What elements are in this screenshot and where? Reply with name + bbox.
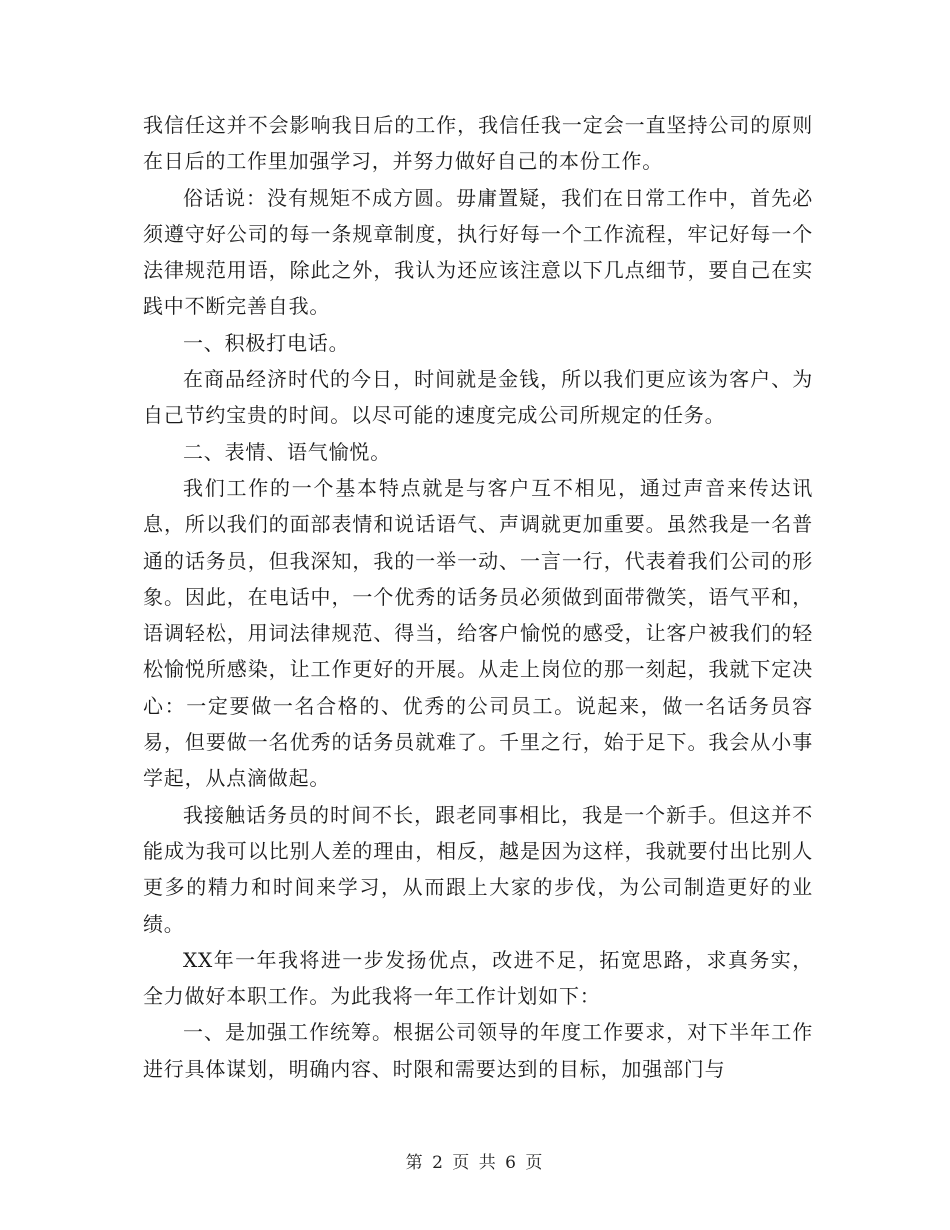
paragraph-time-is-money: 在商品经济时代的今日，时间就是金钱，所以我们更应该为客户、为自己节约宝贵的时间。以尽可能的速度完成公司所规定的任务。 [143,367,813,428]
heading-phone-calls: 一、积极打电话。 [183,330,350,355]
heading-expression-tone: 二、表情、语气愉悦。 [183,439,391,464]
paragraph-year-plan-intro: XX年一年我将进一步发扬优点，改进不足，拓宽思路，求真务实，全力做好本职工作。为此我将一年工作计划如下： [143,947,813,1009]
paragraph-rules: 俗话说：没有规矩不成方圆。毋庸置疑，我们在日常工作中，首先必须遵守好公司的每一条规章制度，执行好每一个工作流程，牢记好每一个法律规范用语，除此之外，我认为还应该注意以下几点细节，要自己在实践中不断完善自我。 [143,185,813,319]
paragraph-plan-item-1: 一、是加强工作统筹。根据公司领导的年度工作要求，对下半年工作进行具体谋划，明确内容、时限和需要达到的目标，加强部门与 [143,1020,813,1081]
page-number-footer: 第 2 页 共 6 页 [405,1153,545,1173]
paragraph-continuation: 我信任这并不会影响我日后的工作，我信任我一定会一直坚持公司的原则在日后的工作里加强学习，并努力做好自己的本份工作。 [143,113,813,174]
paragraph-new-operator: 我接触话务员的时间不长，跟老同事相比，我是一个新手。但这并不能成为我可以比别人差的理由，相反，越是因为这样，我就要付出比别人更多的精力和时间来学习，从而跟上大家的步伐，为公司制造更好的业绩。 [143,802,813,936]
document-body [143,107,813,1087]
paragraph-work-traits: 我们工作的一个基本特点就是与客户互不相见，通过声音来传达讯息，所以我们的面部表情和说话语气、声调就更加重要。虽然我是一名普通的话务员，但我深知，我的一举一动、一言一行，代表着我们公司的形象。因此，在电话中，一个优秀的话务员必须做到面带微笑，语气平和，语调轻松，用词法律规范、得当，给客户愉悦的感受，让客户被我们的轻松愉悦所感染，让工作更好的开展。从走上岗位的那一刻起，我就下定决心：一定要做一名合格的、优秀的公司员工。说起来，做一名话务员容易，但要做一名优秀的话务员就难了。千里之行，始于足下。我会从小事学起，从点滴做起。 [143,475,813,791]
